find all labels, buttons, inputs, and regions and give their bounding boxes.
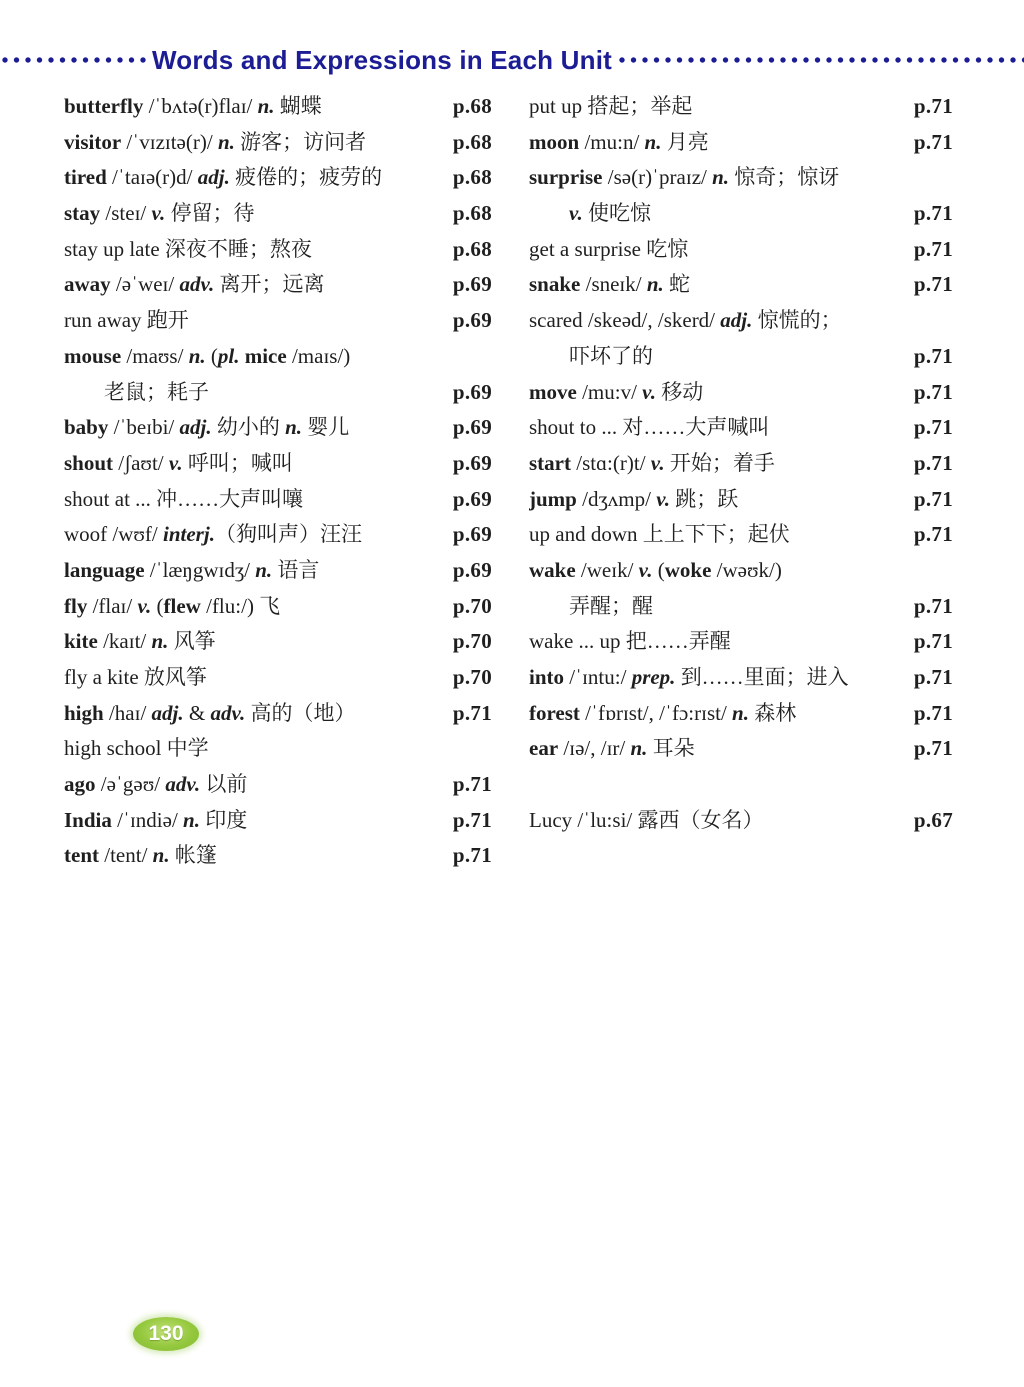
page-ref: p.70 <box>452 593 492 618</box>
entry-text <box>529 517 906 553</box>
entry-fragment: /kaɪt/ <box>97 629 152 654</box>
entry-text <box>529 482 906 518</box>
headword: start <box>529 450 571 475</box>
headword: forest <box>529 700 580 725</box>
entry-fragment: ( <box>652 557 665 582</box>
entry-fragment: run away 跑开 <box>64 308 189 333</box>
vocab-entry-row <box>529 482 953 518</box>
vocab-entry-row <box>64 89 492 125</box>
entry-text <box>529 267 906 303</box>
entry-fragment: high school 中学 <box>64 736 209 761</box>
entry-fragment: 蛇 <box>663 272 691 297</box>
entry-fragment: /mu:n/ <box>579 129 645 154</box>
page-header <box>0 42 1024 78</box>
entry-fragment: /stɑ:(r)t/ <box>570 450 651 475</box>
entry-text <box>64 339 484 375</box>
entry-text <box>64 624 445 660</box>
entry-text <box>64 196 445 232</box>
entry-text <box>64 589 445 625</box>
entry-text <box>64 446 445 482</box>
pos-label: n. <box>255 557 273 582</box>
entry-fragment: /əˈgəʊ/ <box>95 772 166 797</box>
entry-fragment: 幼小的 <box>211 415 286 440</box>
entry-fragment: 使吃惊 <box>582 201 652 226</box>
pos-label: adj. <box>151 700 184 725</box>
vocab-entry-row <box>64 410 492 446</box>
page-ref: p.69 <box>452 415 492 440</box>
entry-text <box>529 446 906 482</box>
entry-fragment: get a surprise 吃惊 <box>529 236 689 261</box>
entry-text <box>64 803 445 839</box>
entry-text <box>529 232 906 268</box>
pos-label: n. <box>732 700 749 725</box>
headword: India <box>64 807 112 832</box>
entry-fragment: woof /wʊf/ <box>64 522 164 547</box>
page-ref: p.69 <box>452 557 492 582</box>
entry-text <box>64 553 445 589</box>
entry-fragment: /flaɪ/ <box>87 593 138 618</box>
vocab-entry-row <box>64 731 492 767</box>
entry-text <box>64 303 445 339</box>
entry-fragment: wake ... up 把……弄醒 <box>529 629 731 654</box>
pos-label: n. <box>183 807 200 832</box>
headword: butterfly <box>64 94 144 118</box>
entry-fragment: 到……里面；进入 <box>675 665 849 689</box>
entry-fragment: put up 搭起；举起 <box>529 94 693 118</box>
entry-fragment: 印度 <box>199 807 248 832</box>
entry-fragment: /ɪə/, /ɪr/ <box>558 736 631 761</box>
page-ref: p.69 <box>452 522 492 547</box>
pos-label: n. <box>151 629 169 654</box>
entry-text <box>529 696 906 732</box>
entry-fragment: 弄醒；醒 <box>569 593 653 618</box>
page-ref: p.71 <box>913 629 953 654</box>
entry-text <box>529 660 906 696</box>
entry-fragment: 惊奇；惊讶 <box>729 165 840 190</box>
entry-fragment: 帐篷 <box>169 843 217 868</box>
dotted-divider-left-icon <box>0 55 146 65</box>
entry-text <box>64 660 445 696</box>
entry-fragment: up and down 上上下下；起伏 <box>529 522 790 547</box>
page-ref: p.71 <box>913 201 953 226</box>
headword: mouse <box>64 343 122 368</box>
pos-label: n. <box>217 129 235 154</box>
page-ref: p.70 <box>452 665 492 689</box>
page-ref: p.71 <box>913 593 953 618</box>
vocab-entry-row <box>529 517 953 553</box>
pos-label: n. <box>644 129 662 154</box>
headword: tent <box>64 843 99 868</box>
page-ref: p.71 <box>913 665 953 689</box>
page-ref: p.70 <box>452 629 492 654</box>
headword: ear <box>529 736 559 761</box>
headword: fly <box>64 593 88 618</box>
headword: tired <box>64 165 107 190</box>
vocab-entry-row <box>64 446 492 482</box>
page-ref: p.68 <box>452 165 492 190</box>
entry-text <box>64 89 445 125</box>
entry-fragment: shout to ... 对……大声喊叫 <box>529 415 770 440</box>
vocab-entry-row <box>64 589 492 625</box>
vocab-entry-row <box>64 339 492 375</box>
entry-text <box>529 731 906 767</box>
page-ref: p.69 <box>452 308 492 333</box>
page-ref: p.71 <box>913 272 953 297</box>
pos-label: v. <box>137 593 152 618</box>
pos-label: n. <box>257 94 275 118</box>
page-ref: p.68 <box>452 129 492 154</box>
vocab-entry-row <box>529 303 953 339</box>
headword: snake <box>529 272 581 297</box>
entry-fragment: 游客；访问者 <box>234 129 367 154</box>
entry-fragment: ( <box>205 343 218 368</box>
pos-label: adv. <box>165 772 201 797</box>
page-ref: p.69 <box>452 450 492 475</box>
page-ref: p.71 <box>452 772 492 797</box>
pos-label: adj. <box>720 308 753 333</box>
entry-fragment: （狗叫声）汪汪 <box>214 522 362 547</box>
entry-text <box>529 196 906 232</box>
page-ref: p.68 <box>452 201 492 226</box>
entry-text <box>64 410 445 446</box>
entry-fragment: 吓坏了的 <box>569 343 653 368</box>
vocab-entry-row <box>529 89 953 125</box>
entry-fragment: /ˈbeɪbi/ <box>108 415 180 440</box>
pos-label: adj. <box>197 165 230 190</box>
entry-fragment: scared /skeəd/, /skerd/ <box>529 308 721 333</box>
vocab-entry-row <box>64 375 492 411</box>
pos-label: prep. <box>631 665 676 689</box>
entry-fragment: 开始；着手 <box>664 450 775 475</box>
pos-label: v. <box>151 201 166 226</box>
entry-fragment: /ˈbʌtə(r)flaɪ/ <box>143 94 258 118</box>
vocab-entry-row <box>64 232 492 268</box>
pos-label: v. <box>642 379 656 404</box>
headword: moon <box>529 129 580 154</box>
vocab-entry-row <box>64 767 492 803</box>
headword: baby <box>64 415 109 440</box>
vocab-entry-row <box>529 803 953 839</box>
vocab-entry-row <box>64 482 492 518</box>
headword: woke <box>664 557 712 582</box>
entry-fragment: /weɪk/ <box>575 557 639 582</box>
entry-text <box>529 553 945 589</box>
entry-text <box>64 767 445 803</box>
page-ref: p.71 <box>452 807 492 832</box>
headword: away <box>64 272 111 297</box>
entry-fragment: ( <box>151 593 164 618</box>
pos-label: n. <box>188 343 206 368</box>
page-ref: p.69 <box>452 379 492 404</box>
entry-text <box>64 267 445 303</box>
entry-fragment: 森林 <box>748 700 797 725</box>
vocab-entry-row <box>64 160 492 196</box>
headword: kite <box>64 629 98 654</box>
headword: ago <box>64 772 96 797</box>
vocab-entry-row <box>529 196 953 232</box>
page-ref: p.71 <box>913 736 953 761</box>
page-ref: p.71 <box>913 129 953 154</box>
vocab-entry-row <box>64 303 492 339</box>
headword: wake <box>529 557 576 582</box>
entry-text <box>529 624 906 660</box>
spacer-row <box>529 767 953 803</box>
pos-label: v. <box>656 486 670 511</box>
vocab-entry-row <box>64 196 492 232</box>
page-number-badge: 130 <box>133 1317 199 1351</box>
pos-label: v. <box>569 201 583 226</box>
pos-label: n. <box>712 165 730 190</box>
entry-fragment: fly a kite 放风筝 <box>64 665 207 689</box>
entry-fragment: /sneɪk/ <box>580 272 647 297</box>
page-ref: p.71 <box>913 343 953 368</box>
entry-fragment: /maɪs/) <box>286 343 351 368</box>
headword: shout <box>64 450 114 475</box>
vocab-column-left <box>64 89 492 874</box>
entry-fragment: 风筝 <box>168 629 216 654</box>
vocab-entry-row <box>64 838 492 874</box>
headword: high <box>64 700 104 725</box>
page-ref: p.71 <box>913 522 953 547</box>
entry-fragment: /maʊs/ <box>121 343 189 368</box>
page-ref: p.71 <box>452 700 492 725</box>
page-ref: p.71 <box>913 700 953 725</box>
headword: into <box>529 665 565 689</box>
page-ref: p.71 <box>913 486 953 511</box>
vocab-entry-row <box>529 375 953 411</box>
page-ref: p.71 <box>913 450 953 475</box>
vocab-entry-row <box>64 660 492 696</box>
entry-text <box>64 482 445 518</box>
pos-label: v. <box>650 450 665 475</box>
pos-label: n. <box>285 415 303 440</box>
entry-text <box>529 89 906 125</box>
pos-label: adj. <box>179 415 212 440</box>
entry-text <box>64 838 445 874</box>
page-ref: p.71 <box>913 94 953 118</box>
entry-text <box>529 160 945 196</box>
entry-fragment: 惊慌的； <box>752 308 842 333</box>
vocab-entry-row <box>529 446 953 482</box>
vocab-entry-row <box>529 160 953 196</box>
entry-fragment: /sə(r)ˈpraɪz/ <box>602 165 713 190</box>
entry-fragment: /ˈfɒrɪst/, /ˈfɔ:rɪst/ <box>579 700 733 725</box>
page-ref: p.68 <box>452 94 492 118</box>
vocab-entry-row <box>529 624 953 660</box>
vocab-entry-row <box>64 803 492 839</box>
entry-fragment: /ʃaʊt/ <box>113 450 169 475</box>
entry-fragment: /ˈtaɪə(r)d/ <box>106 165 198 190</box>
pos-label: adv. <box>210 700 246 725</box>
vocab-entry-row <box>529 339 953 375</box>
headword: stay <box>64 201 101 226</box>
entry-fragment: 呼叫；喊叫 <box>182 450 293 475</box>
vocab-column-right <box>529 89 953 838</box>
pos-label: interj. <box>163 522 215 547</box>
entry-fragment: /wəʊk/) <box>711 557 782 582</box>
entry-fragment: /ˈɪntu:/ <box>564 665 632 689</box>
vocab-entry-row <box>529 553 953 589</box>
headword: mice <box>239 343 287 368</box>
entry-text <box>64 232 445 268</box>
pos-label: v. <box>168 450 183 475</box>
pos-label: n. <box>646 272 664 297</box>
entry-text <box>529 125 906 161</box>
entry-text <box>529 375 906 411</box>
vocab-entry-row <box>64 624 492 660</box>
entry-fragment: /mu:v/ <box>576 379 643 404</box>
pos-label: n. <box>630 736 648 761</box>
entry-fragment: 蝴蝶 <box>274 94 322 118</box>
entry-fragment: shout at ... 冲……大声叫嚷 <box>64 486 304 511</box>
entry-fragment: 跳；跃 <box>669 486 739 511</box>
page-title: Words and Expressions in Each Unit <box>152 45 612 75</box>
entry-fragment: 老鼠；耗子 <box>104 379 209 404</box>
entry-text <box>64 125 445 161</box>
entry-fragment: /tent/ <box>99 843 153 868</box>
entry-text <box>64 696 445 732</box>
entry-fragment: 离开；远离 <box>214 272 325 297</box>
entry-fragment: 耳朵 <box>647 736 695 761</box>
vocab-entry-row <box>529 267 953 303</box>
entry-fragment: 语言 <box>272 557 320 582</box>
entry-fragment: /steɪ/ <box>100 201 152 226</box>
pos-label: adv. <box>179 272 215 297</box>
vocab-entry-row <box>64 553 492 589</box>
entry-text <box>64 517 445 553</box>
entry-fragment: /flu:/) 飞 <box>200 593 281 618</box>
entry-fragment: 婴儿 <box>302 415 350 440</box>
page-ref: p.71 <box>452 843 492 868</box>
page-ref: p.68 <box>452 236 492 261</box>
entry-fragment: /ˈvɪzɪtə(r)/ <box>121 129 218 154</box>
pos-label: pl. <box>217 343 240 368</box>
vocab-entry-row <box>64 267 492 303</box>
entry-fragment: /ˈlæŋgwɪdʒ/ <box>144 557 256 582</box>
vocab-entry-row <box>529 660 953 696</box>
entry-fragment: & <box>183 700 211 725</box>
headword: language <box>64 557 145 582</box>
page-ref: p.67 <box>913 807 953 832</box>
page-ref: p.71 <box>913 415 953 440</box>
entry-fragment: stay up late 深夜不睡；熬夜 <box>64 236 312 261</box>
entry-fragment: /ˈɪndiə/ <box>111 807 184 832</box>
entry-fragment: 以前 <box>200 772 248 797</box>
vocab-entry-row <box>64 125 492 161</box>
entry-text <box>529 303 945 339</box>
page-ref: p.71 <box>913 379 953 404</box>
headword: surprise <box>529 165 603 190</box>
entry-fragment: /dʒʌmp/ <box>576 486 657 511</box>
entry-text <box>529 410 906 446</box>
page-ref: p.71 <box>913 236 953 261</box>
entry-text <box>529 589 906 625</box>
vocab-entry-row <box>529 731 953 767</box>
entry-text <box>529 339 906 375</box>
entry-fragment: /əˈweɪ/ <box>110 272 180 297</box>
headword: flew <box>163 593 201 618</box>
vocab-entry-row <box>529 232 953 268</box>
vocab-entry-row <box>529 589 953 625</box>
pos-label: v. <box>638 557 653 582</box>
dotted-divider-right-icon <box>617 55 1024 65</box>
entry-text <box>64 375 445 411</box>
entry-fragment: 停留；待 <box>165 201 255 226</box>
vocab-entry-row <box>64 696 492 732</box>
entry-fragment: 高的（地） <box>245 700 356 725</box>
entry-text <box>64 731 484 767</box>
entry-fragment: Lucy /ˈlu:si/ 露西（女名） <box>529 807 764 832</box>
headword: move <box>529 379 577 404</box>
entry-fragment: 疲倦的；疲劳的 <box>229 165 383 190</box>
pos-label: n. <box>152 843 170 868</box>
page-ref: p.69 <box>452 272 492 297</box>
entry-text <box>529 803 906 839</box>
vocab-entry-row <box>529 696 953 732</box>
vocab-entry-row <box>529 410 953 446</box>
entry-text <box>64 160 445 196</box>
entry-fragment: 月亮 <box>661 129 709 154</box>
entry-fragment: /haɪ/ <box>103 700 152 725</box>
entry-fragment: 移动 <box>655 379 704 404</box>
vocab-entry-row <box>529 125 953 161</box>
headword: jump <box>529 486 577 511</box>
vocab-entry-row <box>64 517 492 553</box>
page-ref: p.69 <box>452 486 492 511</box>
headword: visitor <box>64 129 122 154</box>
